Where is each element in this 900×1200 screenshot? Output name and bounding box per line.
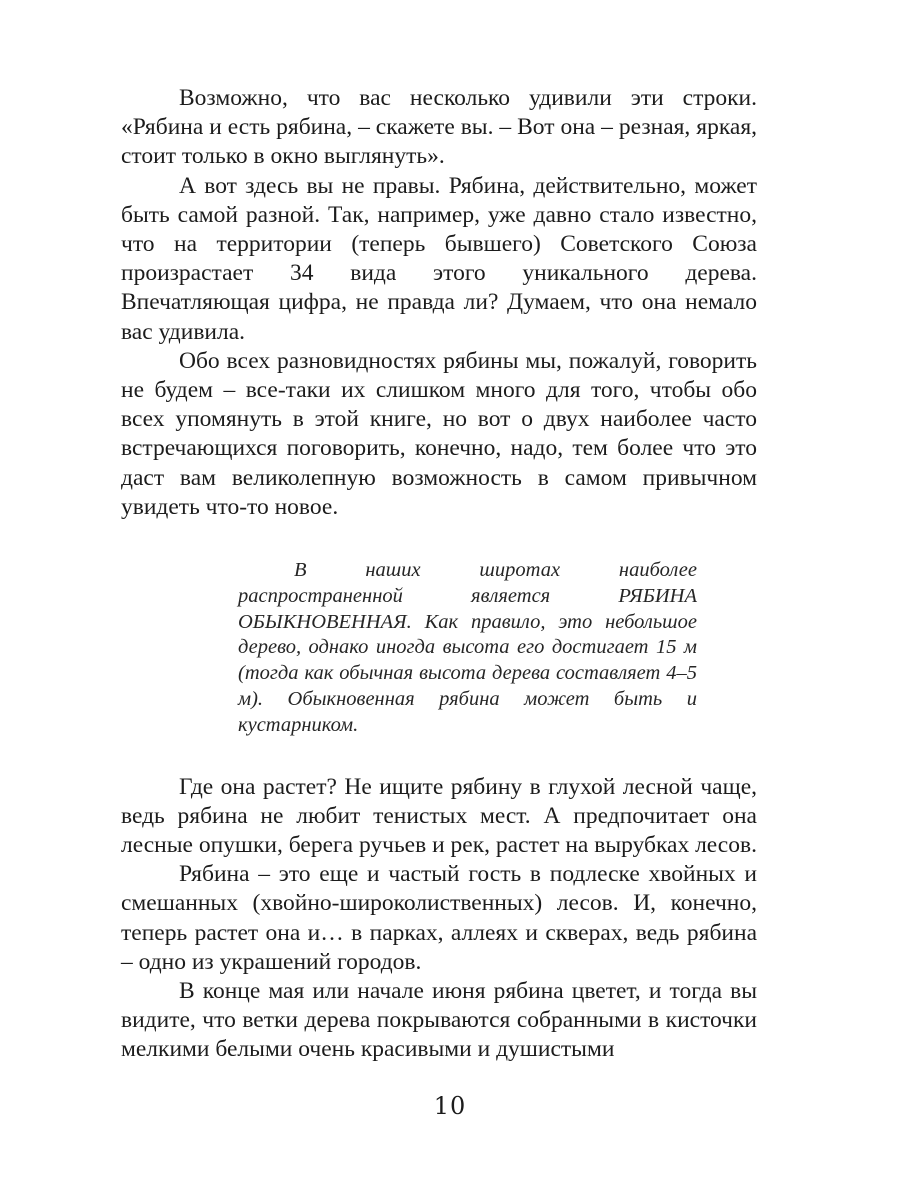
- paragraph-forests-cities: Рябина – это еще и частый гость в подлеске хвойных и смешанных (хвойно-широколиственных) лесов. И, конечно, теперь растет она и… в парках, аллеях и скверах, ведь рябина – одно из украшений городов.: [121, 861, 757, 975]
- paragraph-varieties: Обо всех разновидностях рябины мы, пожалуй, говорить не будем – все-таки их слишком много для того, чтобы обо всех упомянуть в этой книге, но вот о двух наиболее часто встречающихся поговорить, конечно, надо, тем более что это даст вам великолепную возможность в самом привычном увидеть что-то новое.: [121, 347, 757, 520]
- paragraph-flowering: В конце мая или начале июня рябина цветет, и тогда вы видите, что ветки дерева покрываются собранными в кисточки мелкими белыми очень красивыми и душистыми: [121, 978, 757, 1063]
- book-page: [121, 84, 757, 1065]
- paragraph-intro: Возможно, что вас несколько удивили эти строки. «Рябина и есть рябина, – скажете вы. – Вот она – резная, яркая, стоит только в окно выглянуть».: [121, 85, 757, 170]
- paragraph-species-count: А вот здесь вы не правы. Рябина, действительно, может быть самой разной. Так, например, уже давно стало известно, что на территории (теперь бывшего) Советского Союза произрастает 34 вида этого уникального дерева. Впечатляющая цифра, не правда ли? Думаем, что она немало вас удивила.: [121, 172, 757, 345]
- page-number: 10: [433, 1092, 467, 1120]
- paragraph-habitat: Где она растет? Не ищите рябину в глухой лесной чаще, ведь рябина не любит тенистых мест. А предпочитает она лесные опушки, берега ручьев и рек, растет на вырубках лесов.: [121, 773, 757, 859]
- sidebar-quote-common-rowan: В наших широтах наиболее распространенной является РЯБИНА ОБЫКНОВЕННАЯ. Как правило, это небольшое дерево, однако иногда высота его достигает 15 м (тогда как обычная высота дерева составляет 4–5 м). Обыкновенная рябина может быть и кустарником.: [238, 559, 697, 736]
